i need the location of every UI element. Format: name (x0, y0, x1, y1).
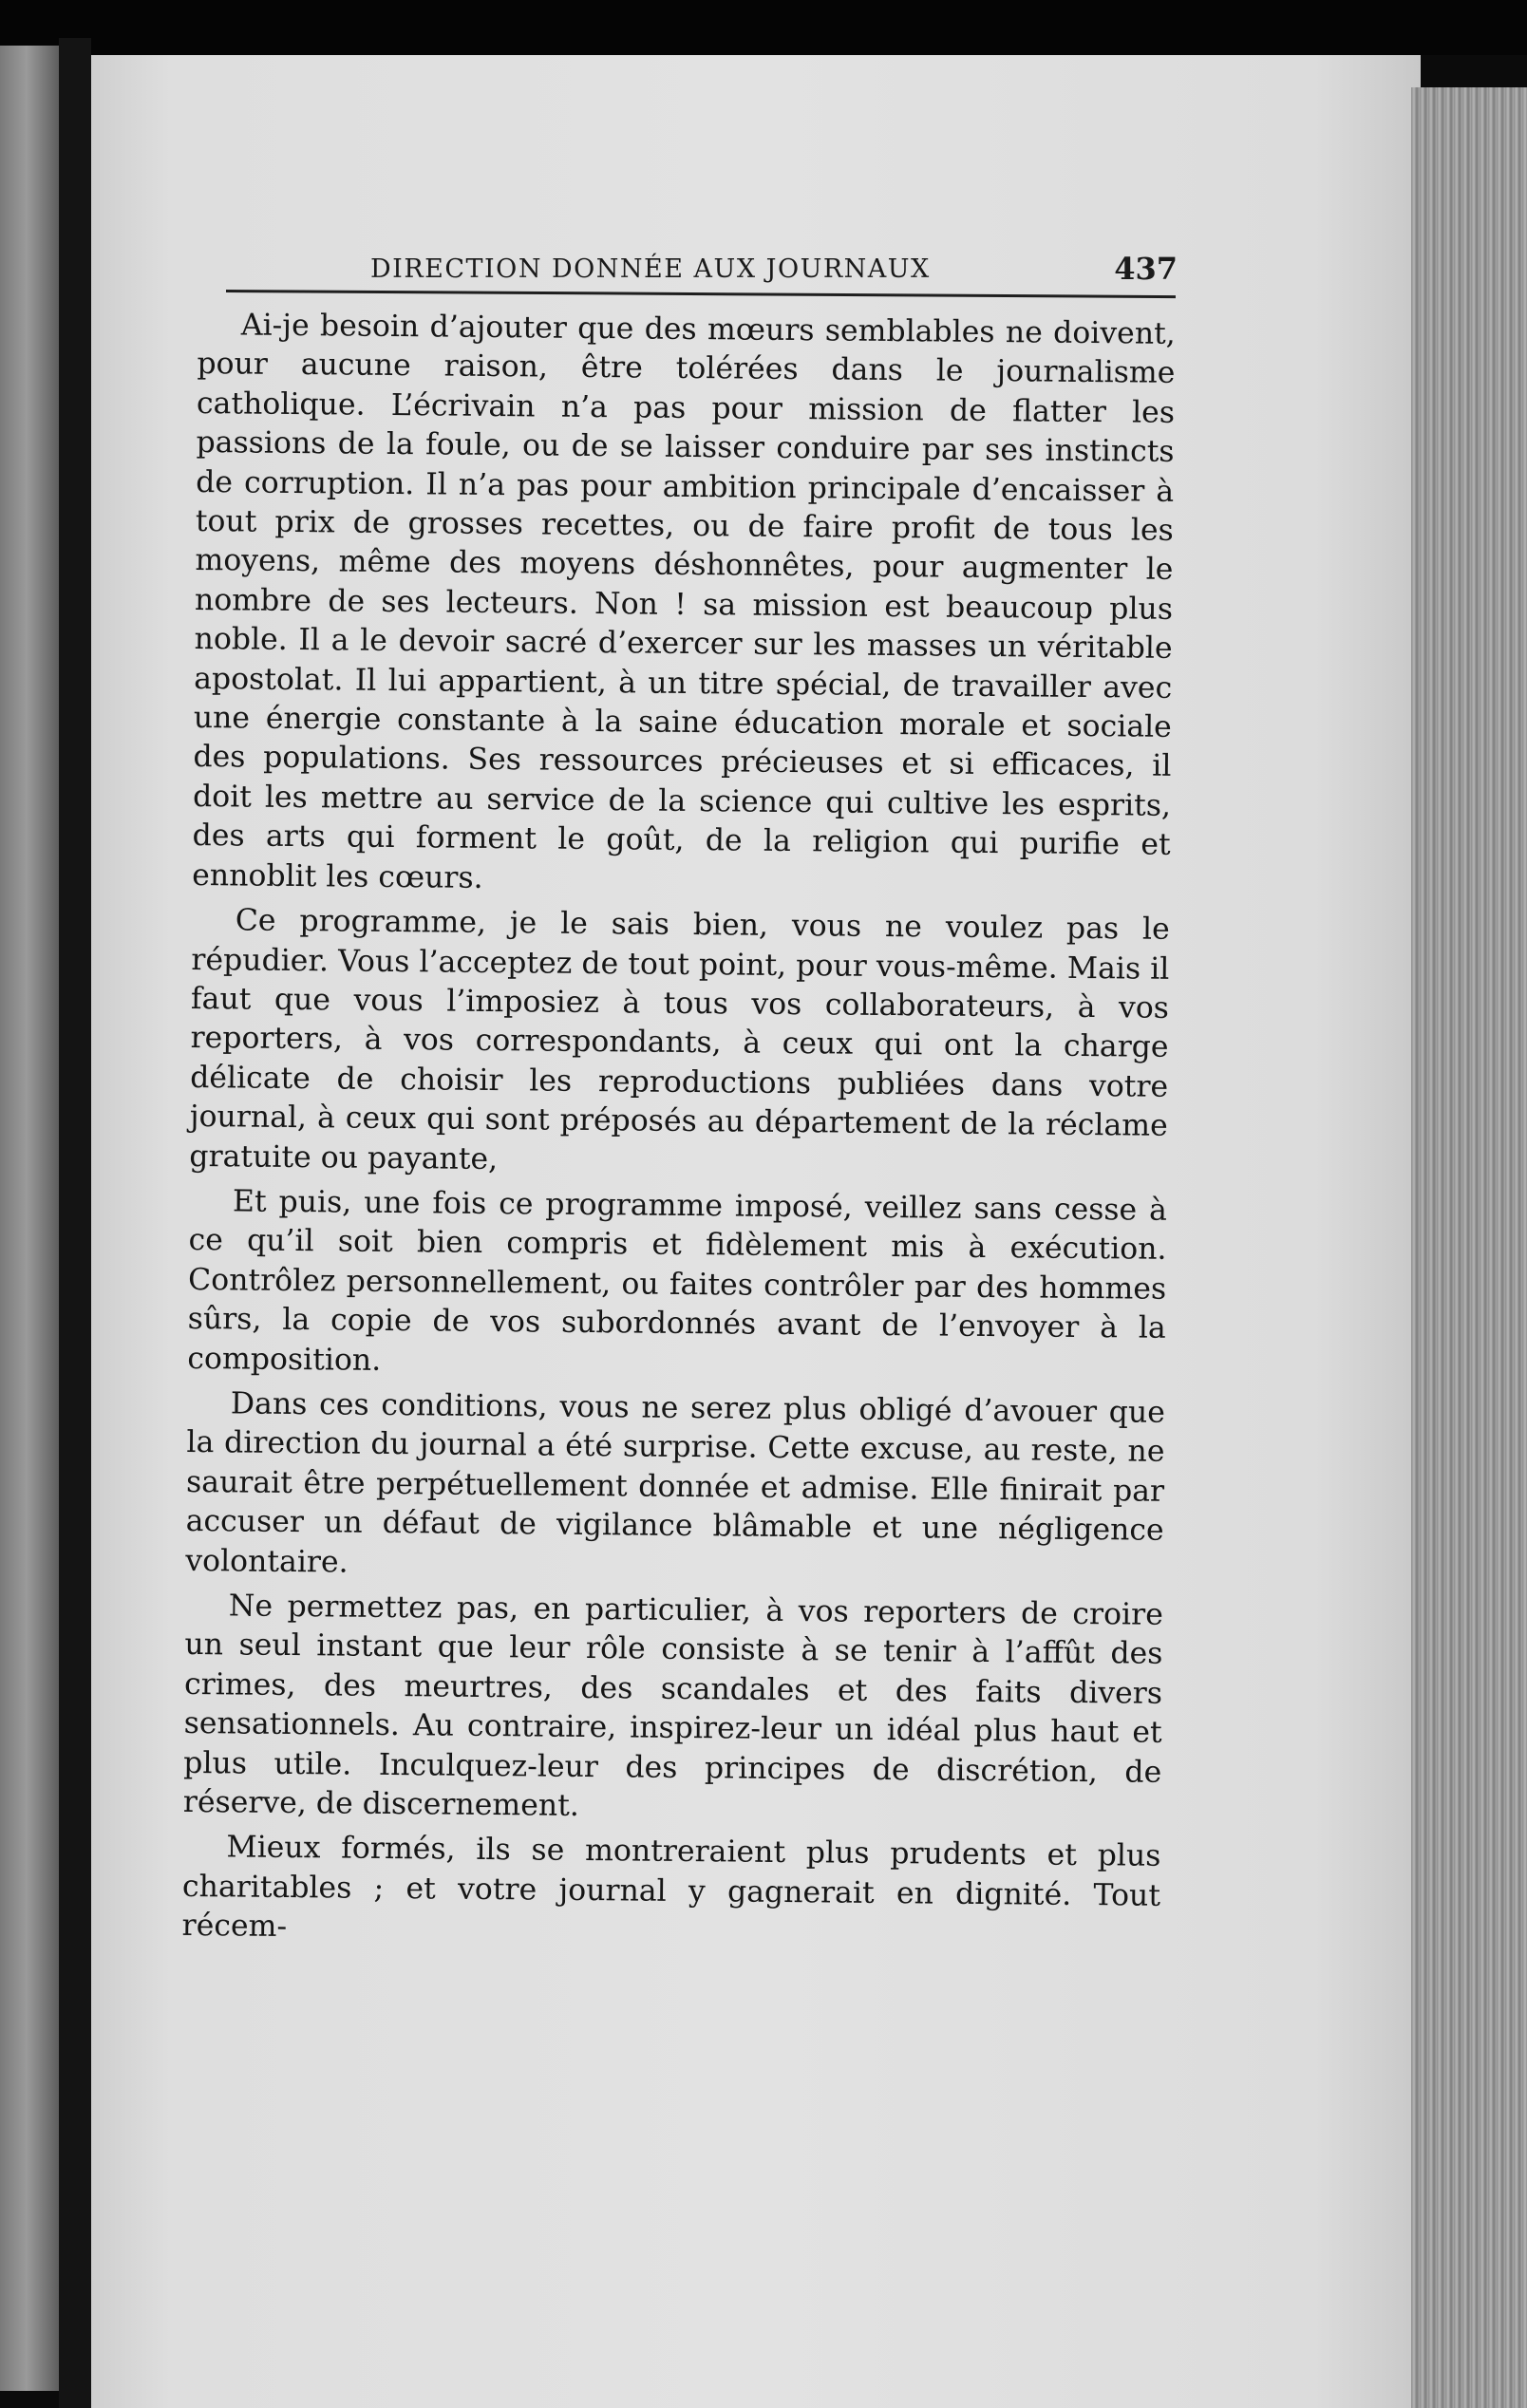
paragraph: Ce programme, je le sais bien, vous ne voulez pas le répudier. Vous l’acceptez de tout point, pour vous-même. Mais il faut que vous l’imposiez à tous vos collaborateurs, à vos reporters, à vos correspondants, à ceux qui ont la charge délicate de choisir les reproductions publiées dans votre journal, à ceux qui sont préposés au département de la réclame gratuite ou payante, (189, 903, 1170, 1176)
page-number: 437 (1114, 251, 1178, 287)
body-text (181, 306, 1176, 1955)
page-edges-stack (1411, 87, 1527, 2408)
running-title: DIRECTION DONNÉE AUX JOURNAUX (370, 254, 931, 284)
paragraph: Ai-je besoin d’ajouter que des mœurs semblables ne doivent, pour aucune raison, être tolérées dans le journalisme catholique. L’écrivain n’a pas pour mission de flatter les passions de la foule, ou de se laisser conduire par ses instincts de corruption. Il n’a pas pour ambition principale d’encaisser à tout prix de grosses recettes, ou de faire profit de tous les moyens, même des moyens déshonnêtes, pour augmenter le nombre de ses lecteurs. Non ! sa mission est beaucoup plus noble. Il a le devoir sacré d’exercer sur les masses un véritable apostolat. Il lui appartient, à un titre spécial, de travailler avec une énergie constante à la saine éducation morale et sociale des populations. Ses ressources précieuses et si efficaces, il doit les mettre au service de la science qui cultive les esprits, des arts qui forment le goût, de la religion qui purifie et ennoblit les cœurs. (192, 308, 1176, 895)
book-gutter (59, 38, 91, 2408)
paragraph: Dans ces conditions, vous ne serez plus obligé d’avouer que la direction du journal a été surprise. Cette excuse, au reste, ne saurait être perpétuellement donnée et admise. Elle finirait par accuser un défaut de vigilance blâmable et une négligence volontaire. (185, 1386, 1166, 1580)
paragraph: Ne permettez pas, en particulier, à vos reporters de croire un seul instant que leur rôle consiste à se tenir à l’affût des crimes, des meurtres, des scandales et des faits divers sensationnels. Au contraire, inspirez-leur un idéal plus haut et plus utile. Inculquez-leur des principes de discrétion, de réserve, de discernement. (182, 1589, 1163, 1823)
scan-border-top (0, 0, 1527, 55)
running-head (228, 249, 1178, 296)
paragraph: Et puis, une fois ce programme imposé, veillez sans cesse à ce qu’il soit bien compris et fidèlement mis à exécution. Contrôlez personnellement, ou faites contrôler par des hommes sûrs, la copie de vos subordonnés avant de l’envoyer à la composition. (187, 1184, 1168, 1378)
previous-page-edge (0, 46, 59, 2391)
paragraph: Mieux formés, ils se montreraient plus prudents et plus charitables ; et votre journal y gagnerait en dignité. Tout récem- (181, 1830, 1161, 1945)
